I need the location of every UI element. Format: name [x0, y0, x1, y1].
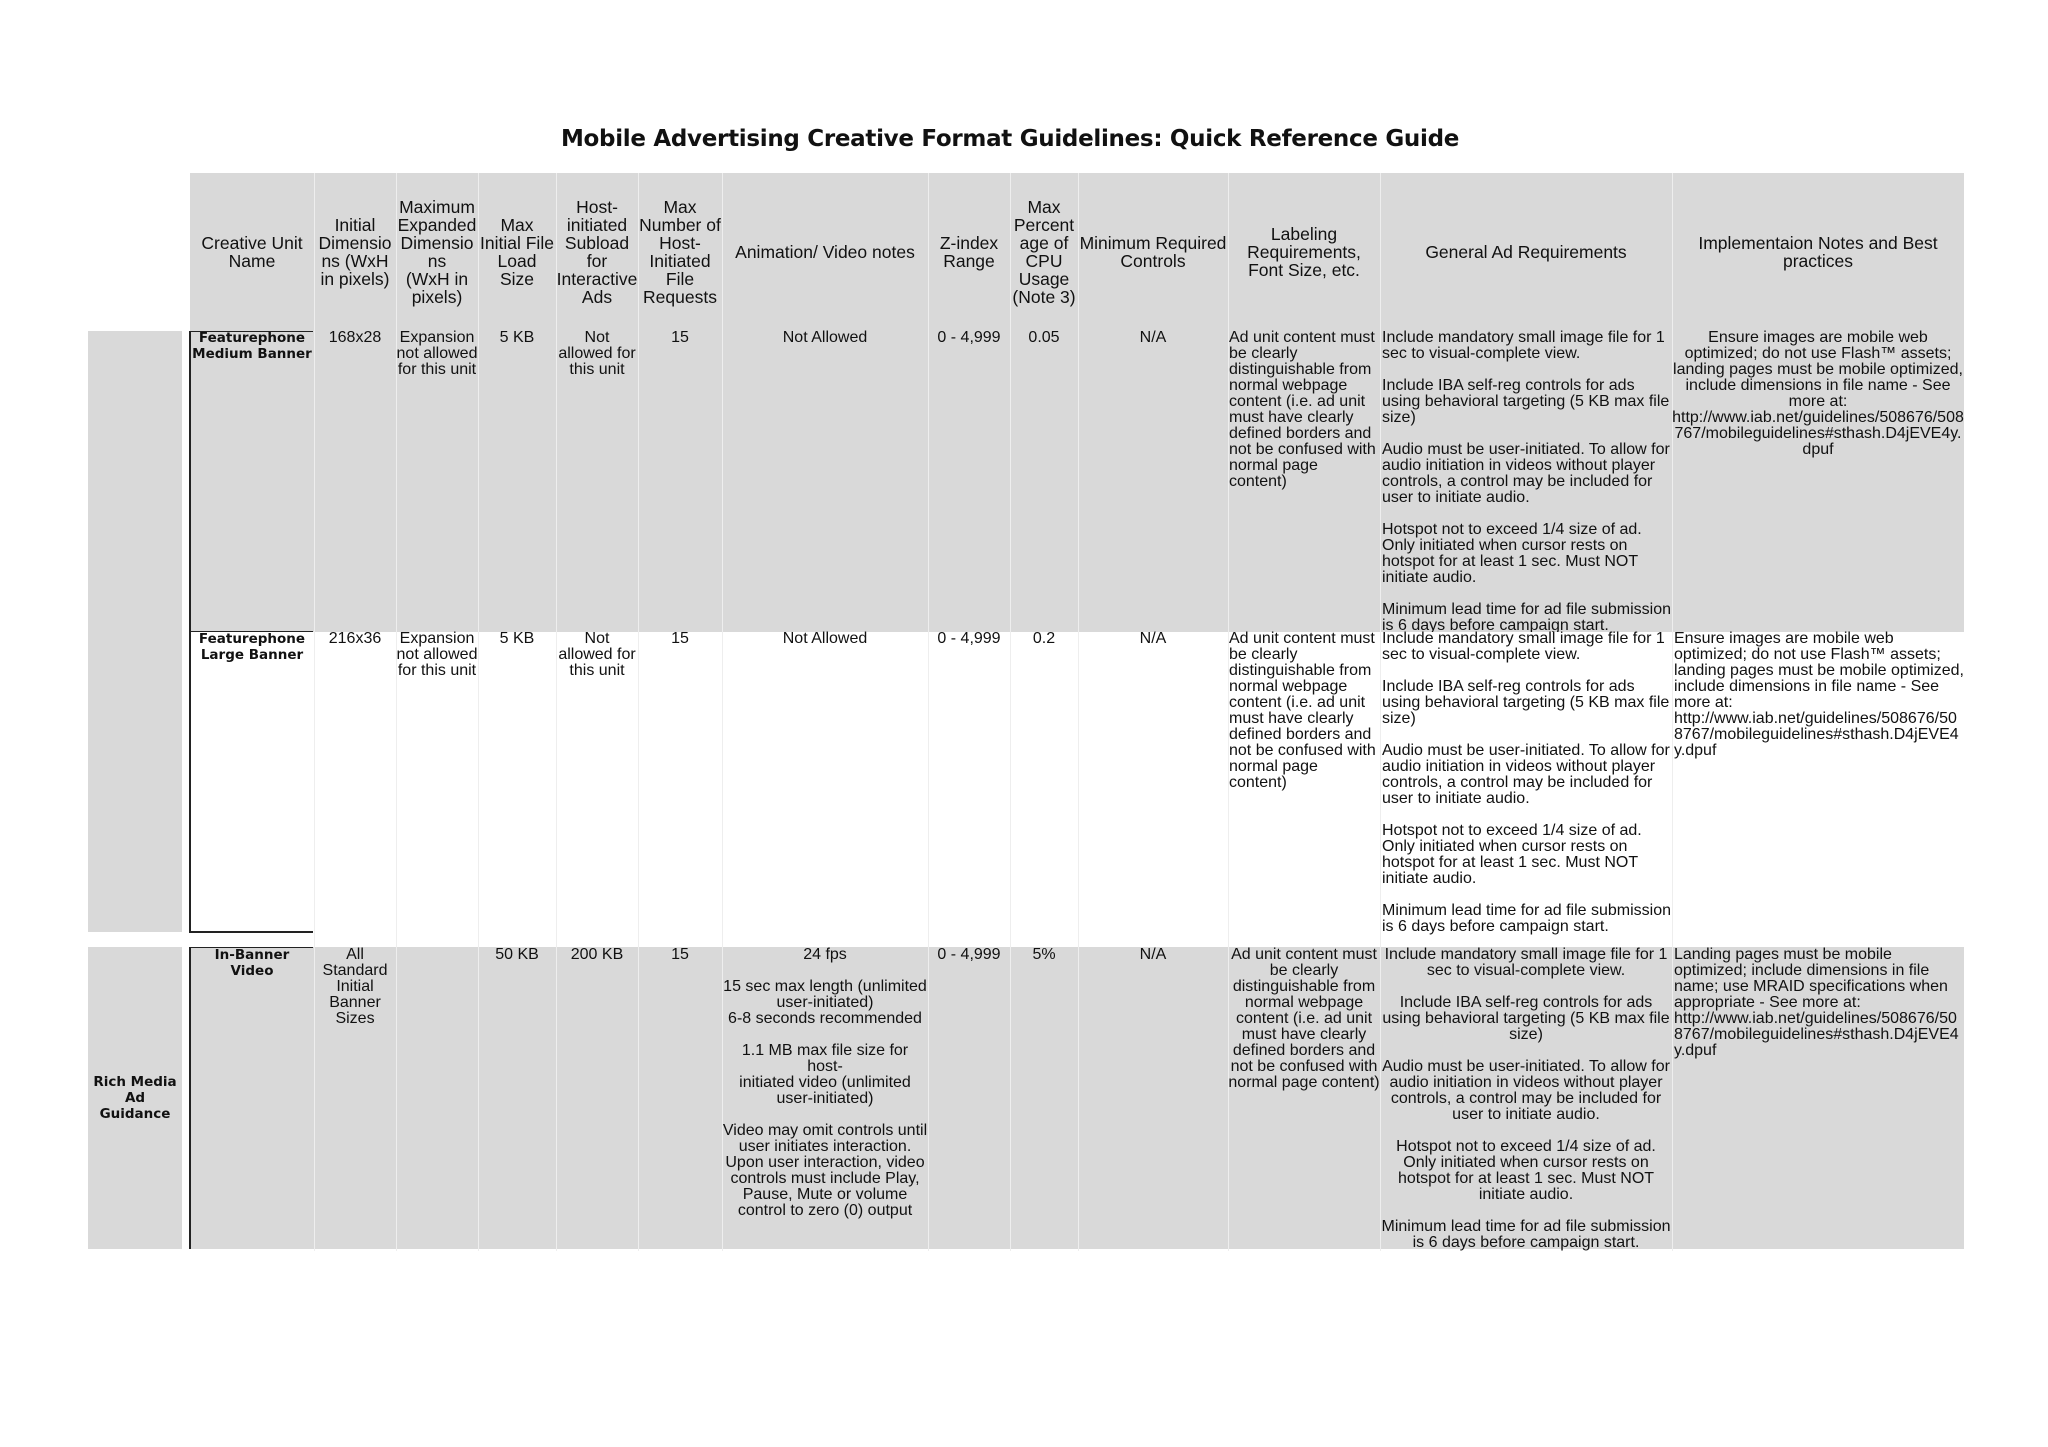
header-animation-video-notes: Animation/ Video notes: [722, 173, 928, 331]
cell-creative-unit-name: Featurephone Large Banner: [198, 631, 306, 663]
cell-creative-unit-name: Featurephone Medium Banner: [192, 330, 312, 362]
cell-max-cpu-usage: 0.2: [1032, 631, 1056, 647]
cell-max-cpu-usage: 5%: [1032, 947, 1056, 963]
header-minimum-required-controls: Minimum Required Controls: [1078, 173, 1228, 331]
cell-host-initiated-subload: 200 KB: [570, 947, 624, 963]
cell-implementation-notes: Landing pages must be mobile optimized; include dimensions in file name; use MRAID specifications when appropriate - See more at: http://www.iab.net/guidelines/508676/50 8767/mobileguidelines#sthash.D4jEVE4 y.dpuf: [1674, 947, 1959, 1059]
cell-max-expanded-dimensions: Expansion not allowed for this unit: [396, 330, 478, 378]
cell-labeling-requirements: Ad unit content must be clearly distinguishable from normal webpage content (i.e. ad unit must have clearly defined borders and not be confused with normal page content): [1228, 947, 1380, 1091]
cell-initial-dimensions: All Standard Initial Banner Sizes: [322, 947, 388, 1027]
header-general-ad-requirements: General Ad Requirements: [1380, 173, 1672, 331]
cell-creative-unit-name: In-Banner Video: [214, 947, 290, 979]
cell-z-index-range: 0 - 4,999: [937, 631, 1001, 647]
header-creative-unit-name: Creative Unit Name: [190, 173, 314, 331]
cell-z-index-range: 0 - 4,999: [937, 330, 1001, 346]
header-labeling-requirements: Labeling Requirements, Font Size, etc.: [1228, 173, 1380, 331]
cell-implementation-notes: Ensure images are mobile web optimized; do not use Flash™ assets; landing pages must be mobile optimized, include dimensions in file name - See more at: http://www.iab.net/guidelines/508676/508 767/mobileguidelines#sthash.D4jEVE4y. dpuf: [1672, 330, 1964, 458]
cell-animation-video-notes: Not Allowed: [782, 631, 868, 647]
cell-minimum-required-controls: N/A: [1139, 330, 1167, 346]
cell-max-initial-file-load: 50 KB: [495, 947, 539, 963]
cell-labeling-requirements: Ad unit content must be clearly distinguishable from normal webpage content (i.e. ad unit must have clearly defined borders and not be confused with normal page content): [1229, 631, 1376, 791]
cell-implementation-notes: Ensure images are mobile web optimized; do not use Flash™ assets; landing pages must be mobile optimized, include dimensions in file name - See more at: http://www.iab.net/guidelines/508676/50 8767/mobileguidelines#sthash.D4jEVE4 y.dpuf: [1674, 631, 1964, 759]
header-max-expanded-dimensions: Maximum Expanded Dimensio ns (WxH in pixels): [396, 173, 478, 331]
section-label: Rich Media Ad Guidance: [88, 947, 182, 1249]
header-host-initiated-subload: Host- initiated Subload for Interactive Ads: [556, 173, 638, 331]
cell-labeling-requirements: Ad unit content must be clearly distinguishable from normal webpage content (i.e. ad unit must have clearly defined borders and not be confused with normal page content): [1229, 330, 1376, 490]
header-initial-dimensions: Initial Dimensio ns (WxH in pixels): [314, 173, 396, 331]
cell-general-ad-requirements: Include mandatory small image file for 1 sec to visual-complete view. Include IBA self-reg controls for ads using behavioral targeting (5 KB max file size) Audio must be user-initiated. To allow for audio initiation in videos without player controls, a control may be included for user to initiate audio. Hotspot not to exceed 1/4 size of ad. Only initiated when cursor rests on hotspot for at least 1 sec. Must NOT initiate audio. Minimum lead time for ad file submission is 6 days before campaign start.: [1382, 631, 1671, 935]
cell-max-file-requests: 15: [671, 947, 689, 963]
cell-max-cpu-usage: 0.05: [1028, 330, 1060, 346]
cell-general-ad-requirements: Include mandatory small image file for 1 sec to visual-complete view. Include IBA self-reg controls for ads using behavioral targeting (5 KB max file size) Audio must be user-initiated. To allow for audio initiation in videos without player controls, a control may be included for user to initiate audio. Hotspot not to exceed 1/4 size of ad. Only initiated when cursor rests on hotspot for at least 1 sec. Must NOT initiate audio. Minimum lead time for ad file submission is 6 days before campaign start.: [1382, 330, 1671, 632]
cell-initial-dimensions: 168x28: [328, 330, 382, 346]
cell-general-ad-requirements: Include mandatory small image file for 1 sec to visual-complete view. Include IBA self-reg controls for ads using behavioral targeting (5 KB max file size) Audio must be user-initiated. To allow for audio initiation in videos without player controls, a control may be included for user to initiate audio. Hotspot not to exceed 1/4 size of ad. Only initiated when cursor rests on hotspot for at least 1 sec. Must NOT initiate audio. Minimum lead time for ad file submission is 6 days before campaign start.: [1381, 947, 1671, 1251]
section-block-top: [88, 331, 182, 932]
header-max-file-requests: Max Number of Host- Initiated File Requests: [638, 173, 722, 331]
page-title: Mobile Advertising Creative Format Guidelines: Quick Reference Guide: [560, 126, 1460, 152]
cell-host-initiated-subload: Not allowed for this unit: [558, 330, 636, 378]
cell-host-initiated-subload: Not allowed for this unit: [558, 631, 636, 679]
cell-initial-dimensions: 216x36: [328, 631, 382, 647]
cell-animation-video-notes: 24 fps 15 sec max length (unlimited user-initiated) 6-8 seconds recommended 1.1 MB max file size for host- initiated video (unlimited user-initiated) Video may omit controls until user initiates interaction. Upon user interaction, video controls must include Play, Pause, Mute or volume control to zero (0) output: [722, 947, 928, 1219]
cell-minimum-required-controls: N/A: [1139, 631, 1167, 647]
cell-max-file-requests: 15: [671, 631, 689, 647]
cell-max-initial-file-load: 5 KB: [499, 330, 535, 346]
header-max-cpu-usage: Max Percent age of CPU Usage (Note 3): [1010, 173, 1078, 331]
cell-z-index-range: 0 - 4,999: [937, 947, 1001, 963]
cell-max-file-requests: 15: [671, 330, 689, 346]
header-z-index-range: Z-index Range: [928, 173, 1010, 331]
header-implementation-notes: Implementaion Notes and Best practices: [1672, 173, 1964, 331]
cell-minimum-required-controls: N/A: [1139, 947, 1167, 963]
cell-max-expanded-dimensions: Expansion not allowed for this unit: [396, 631, 478, 679]
cell-animation-video-notes: Not Allowed: [782, 330, 868, 346]
header-max-initial-file-load: Max Initial File Load Size: [478, 173, 556, 331]
cell-max-initial-file-load: 5 KB: [499, 631, 535, 647]
